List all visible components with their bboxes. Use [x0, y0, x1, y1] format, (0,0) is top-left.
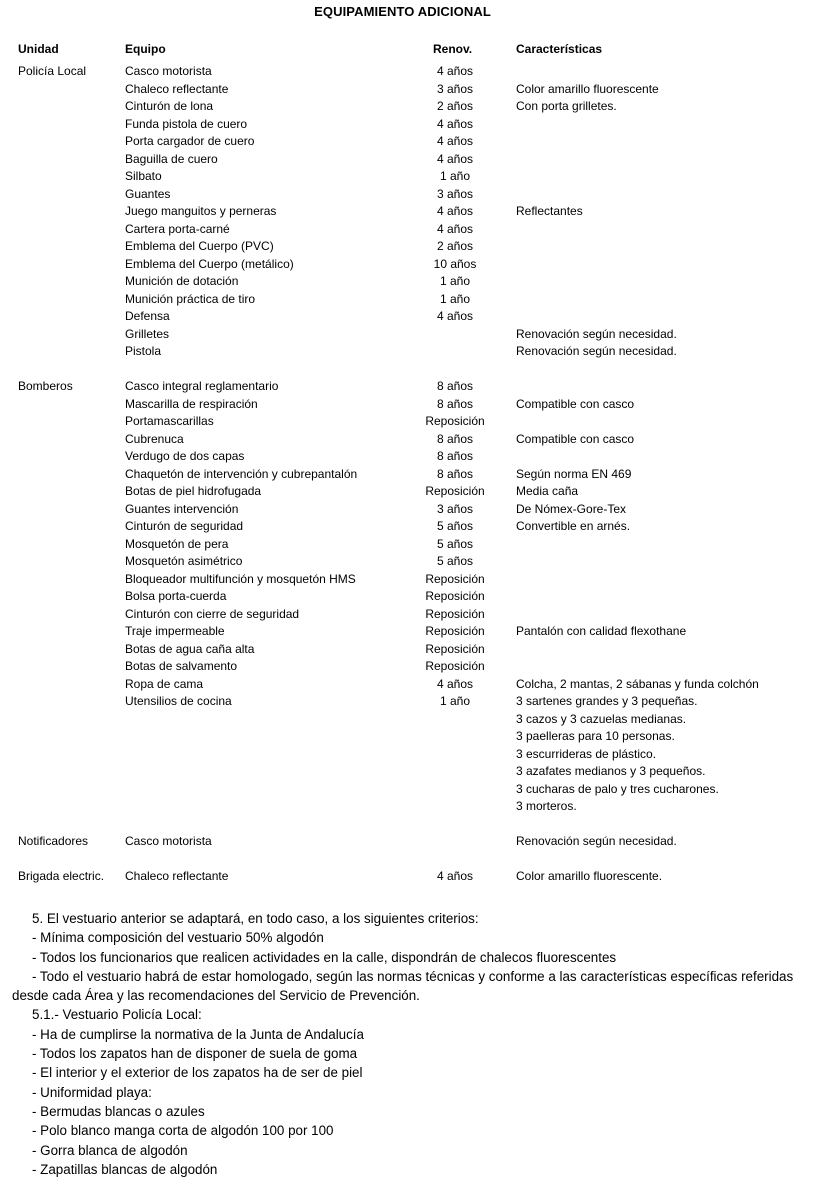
- table-row: [0, 658, 819, 676]
- equipment-cell: Casco integral reglamentario: [125, 379, 279, 393]
- table-row: [0, 693, 819, 711]
- column-header-equipment: Equipo: [125, 42, 166, 56]
- renewal-cell: 10 años: [433, 256, 477, 271]
- table-row: [0, 676, 819, 694]
- table-row: [0, 536, 819, 554]
- characteristics-cell: 3 cazos y 3 cazuelas medianas.: [516, 711, 687, 726]
- characteristics-cell: 3 cucharas de palo y tres cucharones.: [516, 781, 719, 796]
- paragraph-line: - Zapatillas blancas de algodón: [32, 1161, 218, 1177]
- paragraph-line: 5. El vestuario anterior se adaptará, en todo caso, a los siguientes criterios:: [32, 911, 479, 926]
- paragraph-line: - Todos los zapatos han de disponer de suela de goma: [32, 1046, 358, 1062]
- equipment-cell: Cinturón de lona: [125, 99, 214, 113]
- equipment-cell: Ropa de cama: [125, 676, 204, 691]
- table-row: [0, 256, 819, 274]
- renewal-cell: 3 años: [436, 81, 474, 96]
- page-title: EQUIPAMIENTO ADICIONAL: [314, 4, 491, 19]
- renewal-cell: Reposición: [425, 606, 485, 621]
- table-row: [0, 378, 819, 396]
- table-row: [0, 81, 819, 99]
- paragraph-line: - Uniformidad playa:: [32, 1084, 152, 1100]
- renewal-cell: 1 año: [439, 291, 471, 306]
- table-row: [0, 606, 819, 624]
- renewal-cell: 4 años: [436, 221, 474, 236]
- characteristics-cell: Compatible con casco: [516, 431, 635, 446]
- renewal-cell: 4 años: [436, 151, 474, 166]
- equipment-cell: Guantes: [125, 186, 171, 201]
- equipment-cell: Casco motorista: [125, 64, 212, 78]
- unit-cell: Bomberos: [18, 379, 73, 393]
- table-row: [0, 343, 819, 361]
- table-row: [0, 641, 819, 659]
- renewal-cell: 4 años: [436, 134, 474, 148]
- equipment-cell: Verdugo de dos capas: [125, 449, 245, 463]
- equipment-cell: Cartera porta-carné: [125, 221, 230, 236]
- table-row: [0, 588, 819, 606]
- equipment-cell: Baguilla de cuero: [125, 151, 218, 166]
- renewal-cell: Reposición: [425, 414, 485, 428]
- equipment-cell: Chaquetón de intervención y cubrepantalón: [125, 466, 358, 481]
- renewal-cell: 4 años: [436, 204, 474, 218]
- table-row: [0, 151, 819, 169]
- equipment-cell: Utensilios de cocina: [125, 694, 232, 708]
- equipment-cell: Guantes intervención: [125, 501, 239, 516]
- table-row: [0, 326, 819, 344]
- table-row: [0, 553, 819, 571]
- table-row: [0, 98, 819, 116]
- renewal-cell: 1 año: [439, 274, 471, 288]
- characteristics-cell: Reflectantes: [516, 204, 583, 218]
- equipment-cell: Bloqueador multifunción y mosquetón HMS: [125, 571, 356, 586]
- characteristics-cell: Color amarillo fluorescente.: [516, 869, 663, 883]
- equipment-cell: Funda pistola de cuero: [125, 116, 248, 131]
- renewal-cell: Reposición: [425, 641, 485, 656]
- renewal-cell: 8 años: [436, 449, 474, 463]
- characteristics-cell: Renovación según necesidad.: [516, 326, 677, 341]
- characteristics-cell: Convertible en arnés.: [516, 519, 631, 533]
- renewal-cell: Reposición: [425, 484, 485, 498]
- characteristics-cell: Compatible con casco: [516, 396, 635, 411]
- equipment-cell: Munición práctica de tiro: [125, 291, 256, 306]
- equipment-cell: Bolsa porta-cuerda: [125, 589, 227, 603]
- paragraph-line: - Todo el vestuario habrá de estar homologado, según las normas técnicas y conforme a las características específicas referidas desde cada Área y las recomendaciones del Servicio de Prevención.: [12, 968, 794, 1004]
- renewal-cell: 4 años: [436, 64, 474, 78]
- characteristics-cell: 3 escurrideras de plástico.: [516, 746, 657, 761]
- paragraph-line: - El interior y el exterior de los zapatos ha de ser de piel: [32, 1065, 363, 1081]
- table-row: [0, 746, 819, 764]
- equipment-cell: Porta cargador de cuero: [125, 134, 255, 148]
- table-row: [0, 868, 819, 886]
- equipment-cell: Defensa: [125, 309, 170, 323]
- criteria-text: [12, 909, 802, 1179]
- renewal-cell: 5 años: [436, 536, 474, 551]
- unit-cell: Brigada electric.: [18, 869, 105, 883]
- equipment-cell: Emblema del Cuerpo (PVC): [125, 239, 274, 253]
- table-row: [0, 798, 819, 816]
- table-row: [0, 623, 819, 641]
- renewal-cell: Reposición: [425, 659, 485, 673]
- characteristics-cell: 3 azafates medianos y 3 pequeños.: [516, 764, 706, 778]
- paragraph-line: - Mínima composición del vestuario 50% algodón: [32, 930, 324, 946]
- renewal-cell: 8 años: [436, 431, 474, 446]
- table-row: [0, 431, 819, 449]
- equipment-cell: Casco motorista: [125, 834, 212, 848]
- table-row: [0, 116, 819, 134]
- renewal-cell: 4 años: [436, 309, 474, 323]
- characteristics-cell: Según norma EN 469: [516, 466, 632, 481]
- table-row: [0, 291, 819, 309]
- characteristics-cell: 3 morteros.: [516, 799, 577, 813]
- unit-cell: Notificadores: [18, 834, 89, 848]
- paragraph-line: 5.1.- Vestuario Policía Local:: [32, 1007, 202, 1023]
- paragraph-line: - Polo blanco manga corta de algodón 100 por 100: [32, 1123, 334, 1139]
- renewal-cell: 8 años: [436, 379, 474, 393]
- paragraph-line: - Gorra blanca de algodón: [32, 1142, 188, 1158]
- renewal-cell: 8 años: [436, 466, 474, 481]
- table-row: [0, 483, 819, 501]
- renewal-cell: 4 años: [436, 116, 474, 131]
- characteristics-cell: 3 sartenes grandes y 3 pequeñas.: [516, 694, 698, 708]
- characteristics-cell: Colcha, 2 mantas, 2 sábanas y funda colchón: [516, 676, 759, 691]
- characteristics-cell: Con porta grilletes.: [516, 99, 617, 113]
- equipment-cell: Botas de salvamento: [125, 659, 238, 673]
- paragraph-line: - Bermudas blancas o azules: [32, 1103, 205, 1119]
- column-header-unit: Unidad: [18, 42, 59, 56]
- equipment-cell: Chaleco reflectante: [125, 869, 229, 883]
- renewal-cell: 5 años: [436, 554, 474, 568]
- equipment-table: [0, 63, 819, 886]
- table-row: [0, 238, 819, 256]
- column-header-renewal: Renov.: [433, 42, 473, 56]
- equipment-cell: Munición de dotación: [125, 274, 239, 288]
- renewal-cell: 1 año: [439, 169, 471, 183]
- table-row: [0, 133, 819, 151]
- table-row: [0, 203, 819, 221]
- equipment-cell: Mosquetón asimétrico: [125, 554, 243, 568]
- equipment-cell: Botas de agua caña alta: [125, 641, 255, 656]
- renewal-cell: Reposición: [425, 624, 485, 638]
- renewal-cell: Reposición: [425, 589, 485, 603]
- table-row: [0, 448, 819, 466]
- table-row: [0, 63, 819, 81]
- equipment-cell: Grilletes: [125, 326, 170, 341]
- renewal-cell: 2 años: [436, 99, 474, 113]
- table-row: [0, 413, 819, 431]
- table-row: [0, 728, 819, 746]
- equipment-cell: Traje impermeable: [125, 624, 225, 638]
- table-row: [0, 501, 819, 519]
- renewal-cell: 3 años: [436, 501, 474, 516]
- characteristics-cell: Pantalón con calidad flexothane: [516, 624, 687, 638]
- renewal-cell: 4 años: [436, 869, 474, 883]
- equipment-cell: Chaleco reflectante: [125, 81, 229, 96]
- characteristics-cell: Renovación según necesidad.: [516, 344, 677, 358]
- table-row: [0, 168, 819, 186]
- equipment-cell: Mosquetón de pera: [125, 536, 229, 551]
- equipment-cell: Emblema del Cuerpo (metálico): [125, 256, 294, 271]
- renewal-cell: Reposición: [425, 571, 485, 586]
- column-header-characteristics: Características: [516, 42, 603, 56]
- characteristics-cell: Color amarillo fluorescente: [516, 81, 659, 96]
- unit-cell: Policía Local: [18, 64, 87, 78]
- table-row: [0, 518, 819, 536]
- renewal-cell: 8 años: [436, 396, 474, 411]
- characteristics-cell: 3 paelleras para 10 personas.: [516, 729, 675, 743]
- equipment-cell: Cubrenuca: [125, 431, 184, 446]
- characteristics-cell: De Nómex-Gore-Tex: [516, 501, 627, 516]
- renewal-cell: 3 años: [436, 186, 474, 201]
- renewal-cell: 2 años: [436, 239, 474, 253]
- characteristics-cell: Media caña: [516, 484, 579, 498]
- equipment-cell: Juego manguitos y perneras: [125, 204, 277, 218]
- paragraph-line: - Todos los funcionarios que realicen actividades en la calle, dispondrán de chalecos fluorescentes: [32, 949, 617, 965]
- table-row: [0, 833, 819, 851]
- table-row: [0, 711, 819, 729]
- table-row: [0, 466, 819, 484]
- equipment-cell: Pistola: [125, 344, 162, 358]
- table-row: [0, 781, 819, 799]
- paragraph-line: - Ha de cumplirse la normativa de la Junta de Andalucía: [32, 1026, 364, 1042]
- table-row: [0, 221, 819, 239]
- table-row: [0, 763, 819, 781]
- equipment-cell: Mascarilla de respiración: [125, 396, 258, 411]
- equipment-cell: Cinturón de seguridad: [125, 519, 244, 533]
- equipment-cell: Botas de piel hidrofugada: [125, 484, 262, 498]
- table-row: [0, 186, 819, 204]
- table-row: [0, 396, 819, 414]
- table-row: [0, 273, 819, 291]
- equipment-cell: Silbato: [125, 169, 162, 183]
- table-row: [0, 308, 819, 326]
- renewal-cell: 4 años: [436, 676, 474, 691]
- table-row: [0, 571, 819, 589]
- renewal-cell: 1 año: [439, 694, 471, 708]
- renewal-cell: 5 años: [436, 519, 474, 533]
- equipment-cell: Cinturón con cierre de seguridad: [125, 606, 300, 621]
- equipment-cell: Portamascarillas: [125, 414, 214, 428]
- characteristics-cell: Renovación según necesidad.: [516, 834, 677, 848]
